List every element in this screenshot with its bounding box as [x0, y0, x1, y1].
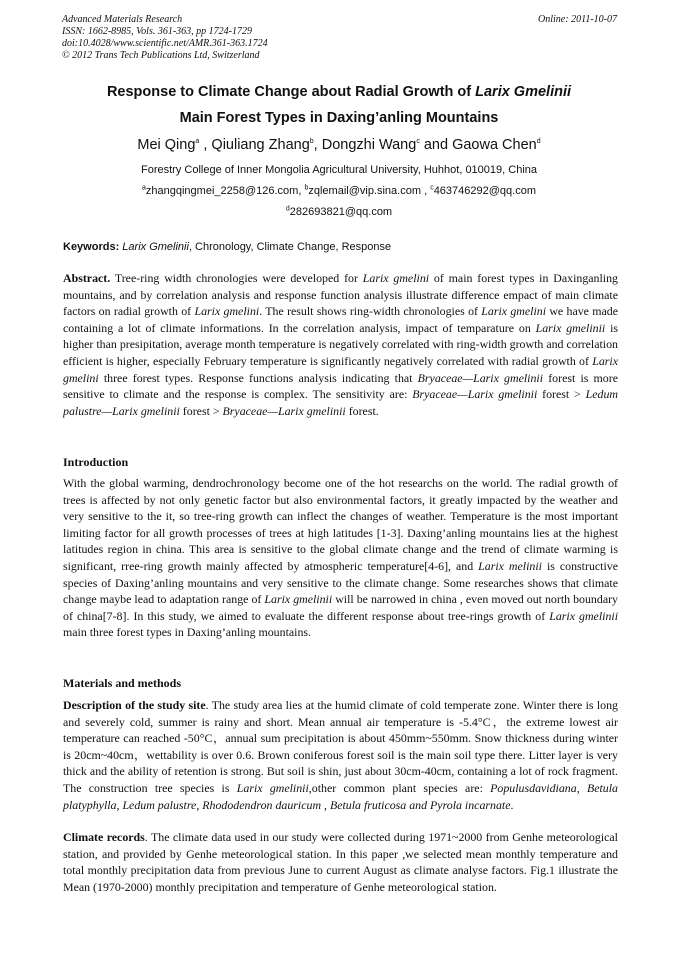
author-1: Mei Qing [137, 137, 196, 153]
copyright-line: © 2012 Trans Tech Publications Ltd, Switzerland [62, 50, 260, 61]
climate-records-label: Climate records [63, 830, 145, 844]
study-site-label: Description of the study site [63, 698, 206, 712]
affiliation: Forestry College of Inner Mongolia Agricultural University, Huhhot, 010019, China [141, 164, 537, 176]
abstract-label: Abstract. [63, 271, 111, 285]
author-list: Mei Qing$^a$ , Qiuliang Zhang$^b$, Dongzhi Wang$^c$ and Gaowa Chen$^d$ [137, 137, 541, 153]
issn-line: ISSN: 1662-8985, Vols. 361-363, pp 1724-1729 [62, 26, 252, 37]
email-line: $^a$zhangqingmei_2258@126.com, $^b$zqlemail@vip.sina.com , $^c$463746292@qq.com [141, 184, 536, 197]
email-d[interactable]: 282693821@qq.com [289, 206, 393, 218]
email-a[interactable]: zhangqingmei_2258@126.com, [145, 185, 305, 197]
keywords: Keywords: Larix Gmelinii, Chronology, Climate Change, Response [63, 241, 392, 253]
title-species: Larix Gmelinii [475, 84, 572, 100]
abstract-paragraph: Abstract. Tree-ring width chronologies were developed for Larix gmelini of main forest types in Daxinganling mountains, and by correlation analysis and response function analysis illustrate difference empact of main climate factors on radial growth of Larix gmelini. The result shows ring-width chronologies of Larix gmelini we have made containing a lot of climate informations. In the correlation analysis, impact of temparature on Larix gmelinii is higher than presipitation, average month temperature is negatively correlated with ring-width growth and correlation efficient is higher, especially February temperature is significantly negatively correlated with radial growth of Larix gmelini three forest types. Response functions analysis indicating that Bryaceae—Larix gmelinii forest is more sensitive to climate and the response is complex. The sensitivity are: Bryaceae—Larix gmelinii forest > Ledum palustre—Larix gmelinii forest > Bryaceae—Larix gmelinii forest. [63, 271, 619, 418]
author-4: Gaowa Chen [452, 137, 537, 153]
paper-title [40, 79, 638, 131]
doi-line: doi:10.4028/www.scientific.net/AMR.361-363.1724 [62, 38, 268, 49]
journal-name: Advanced Materials Research [62, 14, 183, 25]
journal-header [62, 14, 617, 62]
introduction-paragraph: With the global warming, dendrochronology become one of the hot researchs on the world. The radial growth of trees is affected by not only genetic factor but also environmental factors, it greatly impacted by the weather and very sensitive to the it, so tree-ring growth can inflect the changes of weather. Temperature is the most important limiting factor for all growth processes of trees at high latitudes [1-3]. Daxing’anling mountains lies at the highest latitudes region in china. This area is sensitive to the global climate change and the trend of climate warming is significant, rree-ring growth mainly affected by atmospheric temperature[4-6], and Larix melinii is constructive species of Daxing’anling mountains and very sensitive to the climate change. Some researches shows that climate change maybe lead to adaptation range of Larix gmelinii will be narrowed in china , even moved out north boundary of china[7-8]. In this study, we aimed to evaluate the different response about tree-rings growth of Larix gmelinii main three forest types in Daxing’anling mountains. [63, 476, 618, 640]
title-line-2: Main Forest Types in Daxing’anling Mountains [179, 110, 499, 126]
section-heading-introduction: Introduction [63, 455, 129, 469]
section-heading-methods: Materials and methods [63, 676, 181, 690]
climate-records-paragraph: Climate records. The climate data used in our study were collected during 1971~2000 from Genhe meteorological station, and provided by Genhe meteorological station. In this paper ,we selected mean monthly temperature and total monthly precipitation data from previous June to current August as climate analyse factors. Fig.1 illustrate the Mean (1970-2000) monthly precipitation and temperature of Genhe meteorological station. [63, 830, 618, 894]
keywords-label: Keywords: [63, 241, 123, 253]
author-2: Qiuliang Zhang [211, 137, 310, 153]
email-b[interactable]: zqlemail@vip.sina.com , [308, 185, 431, 197]
author-3: Dongzhi Wang [321, 137, 417, 153]
title-line-1: Response to Climate Change about Radial Growth of Larix Gmelinii [106, 84, 572, 100]
email-line-2: $^d$282693821@qq.com [285, 205, 393, 218]
online-date: Online: 2011-10-07 [538, 14, 617, 25]
study-site-paragraph: Description of the study site. The study area lies at the humid climate of cold temperate zone. Winter there is long and severely cold, summer is rainy and short. Mean annual air temperature is -5.4°C，the extreme lowest air temperature can reached -50°C，annual sum precipitation is about 450mm~550mm. Snow thickness during winter is 20cm~40cm，wettability is over 0.6. Brown coniferous forest soil is the main soil type there. Litter layer is very thick and the ability of retention is strong. But soil is shin, just about 30cm-40cm, containing a lot of rock fragment. The construction tree species is Larix gmelinii,other common plant species are: Populusdavidiana, Betula platyphylla, Ledum palustre, Rhododendron dauricum , Betula fruticosa and Pyrola incarnate. [63, 698, 618, 812]
email-c[interactable]: 463746292@qq.com [433, 185, 536, 197]
